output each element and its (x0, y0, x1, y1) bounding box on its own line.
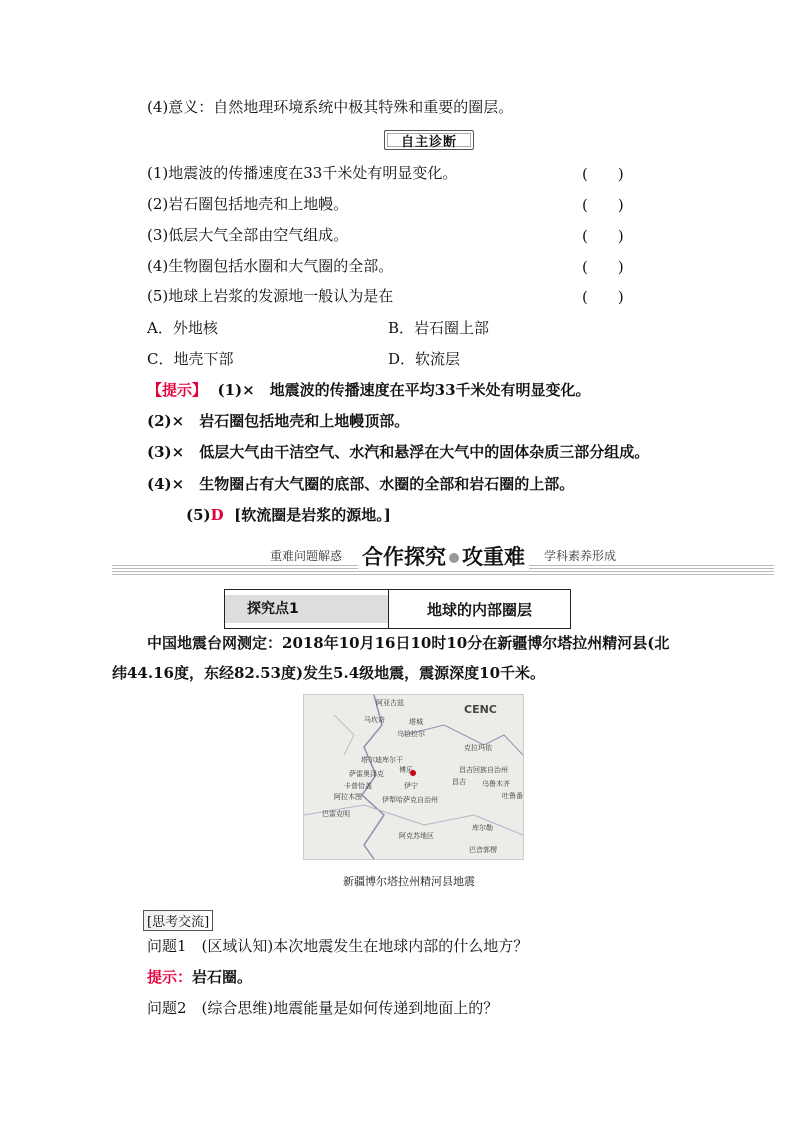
map-label: 塔尔迪库尔干 (361, 756, 403, 764)
map-label: 巴音郭楞 (469, 846, 497, 854)
banner-title-2: 攻重难 (462, 545, 525, 569)
banner-left-text: 重难问题解惑 (270, 549, 343, 563)
cenc-logo: CENC (464, 703, 497, 716)
hint-3: (3)× 低层大气由干洁空气、水汽和悬浮在大气中的固体杂质三部分组成。 (147, 443, 650, 461)
banner-title (358, 541, 529, 571)
map-label: 乌恰拉尔 (397, 730, 425, 738)
explore-point-label: 探究点1 (247, 601, 299, 617)
tip-1-label: 提示： (147, 968, 193, 986)
option-a: A．外地核 (147, 319, 218, 337)
hint-2: (2)× 岩石圈包括地壳和上地幔顶部。 (147, 412, 410, 430)
hint-1-row (147, 380, 591, 400)
intro-line: (4)意义：自然地理环境系统中极其特殊和重要的圈层。 (147, 98, 514, 116)
hint-5-answer: D (210, 506, 224, 524)
map-label: 阿拉木图 (334, 793, 362, 801)
answer-paren-5: ( ) (582, 288, 624, 306)
map-label: 昌吉回族自治州 (459, 766, 508, 774)
answer-paren-2: ( ) (582, 196, 624, 214)
question-2-text: 问题2 (综合思维)地震能量是如何传递到地面上的？ (147, 999, 499, 1017)
option-d: D．软流层 (388, 350, 461, 368)
map-label: 博乐 (399, 766, 413, 774)
hint-5-row (186, 505, 391, 525)
map-label: 阿亚古兹 (376, 699, 404, 707)
map-label: 卡普恰盖 (344, 782, 372, 790)
earthquake-map (303, 694, 524, 860)
hint-5-text: [软流圈是岩浆的源地。] (234, 506, 391, 524)
paragraph-line-1: 中国地震台网测定：2018年10月16日10时10分在新疆博尔塔拉州精河县(北 (147, 634, 670, 652)
question-1-text: 问题1 (区域认知)本次地震发生在地球内部的什么地方？ (147, 937, 529, 955)
explore-point-title: 地球的内部圈层 (426, 600, 532, 619)
map-label: 克拉玛依 (464, 744, 492, 752)
question-2: (2)岩石圈包括地壳和上地幔。 (147, 195, 349, 213)
map-label: 昌吉 (452, 778, 466, 786)
answer-paren-1: ( ) (582, 165, 624, 183)
option-b: B．岩石圈上部 (388, 319, 490, 337)
question-1: (1)地震波的传播速度在33千米处有明显变化。 (147, 164, 458, 182)
map-label: 巴雷克明 (322, 810, 350, 818)
map-label: 乌鲁木齐 (482, 780, 510, 788)
map-label: 阿克苏地区 (399, 832, 434, 840)
banner-title-1: 合作探究 (362, 545, 446, 569)
arrow-icon (449, 553, 459, 563)
question-4: (4)生物圈包括水圈和大气圈的全部。 (147, 257, 394, 275)
map-label: 吐鲁番 (502, 792, 523, 800)
tip-1-text: 岩石圈。 (192, 968, 253, 986)
hint-label: 【提示】 (147, 381, 208, 399)
hint-1: (1)× 地震波的传播速度在平均33千米处有明显变化。 (217, 381, 591, 399)
banner-right-text: 学科素养形成 (544, 549, 617, 563)
think-exchange-tag: [思考交流] (143, 910, 213, 931)
paragraph-line-2: 纬44.16度，东经82.53度)发生5.4级地震，震源深度10千米。 (112, 664, 546, 682)
tip-1-row (147, 967, 252, 987)
explore-point-tab (225, 590, 389, 628)
question-3: (3)低层大气全部由空气组成。 (147, 226, 349, 244)
option-c: C．地壳下部 (147, 350, 234, 368)
section-banner (112, 543, 774, 577)
map-caption: 新疆博尔塔拉州精河县地震 (343, 875, 475, 888)
map-label: 伊犁哈萨克自治州 (382, 796, 438, 804)
answer-paren-3: ( ) (582, 227, 624, 245)
question-5: (5)地球上岩浆的发源地一般认为是在 (147, 287, 394, 305)
hint-4: (4)× 生物圈占有大气圈的底部、水圈的全部和岩石圈的上部。 (147, 475, 575, 493)
map-label: 萨雷奥泽克 (349, 770, 384, 778)
map-label: 库尔勒 (472, 824, 493, 832)
map-label: 马坎奇 (364, 716, 385, 724)
hint-5-prefix: (5) (186, 506, 211, 524)
explore-point-box (224, 589, 571, 629)
map-label: 塔城 (409, 718, 423, 726)
map-label: 伊宁 (404, 782, 418, 790)
self-diagnosis-badge: 自主诊断 (384, 130, 474, 150)
answer-paren-4: ( ) (582, 258, 624, 276)
